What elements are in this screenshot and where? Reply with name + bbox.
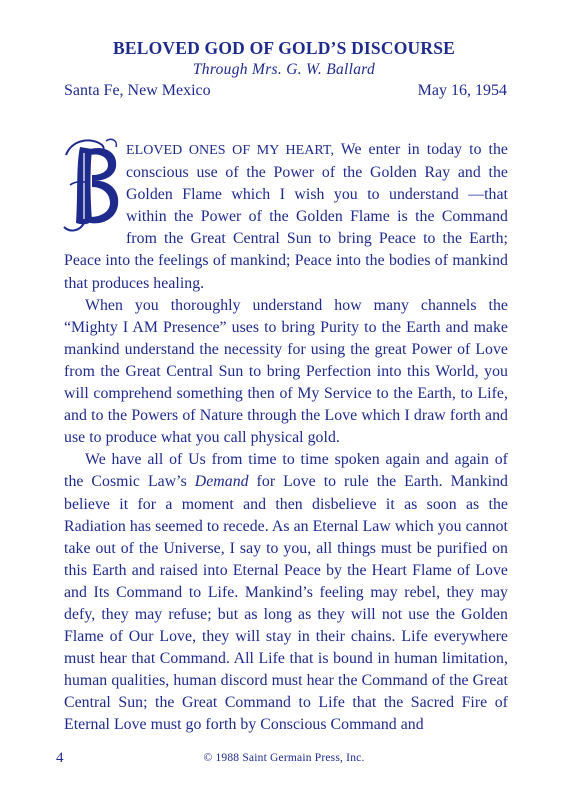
- page-title: BELOVED GOD OF GOLD’S DISCOURSE: [113, 38, 455, 58]
- paragraph-3-text-b: for Love to rule the Earth. Mankind believe it for a moment and then disbelieve it as soon as the Radiation has seemed to recede. As an Eternal Law which you cannot take out of the Universe, I say to you, all things must be purified on this Earth and raised into Eternal Peace by the Heart Flame of Love and Its Command to Life. Mankind’s feeling may rebel, they may defy, they may refuse; but as long as they will not use the Golden Flame of Our Love, they will stay in their chains. Life everywhere must hear that Command. All Life that is bound in human limitation, human qualities, human discord must hear the Command of the Great Central Sun; the Great Command to Life that the Sacred Fire of Eternal Love must go forth by Conscious Command and: [64, 473, 508, 734]
- paragraph-2: When you thoroughly understand how many channels the “Mighty I AM Presence” uses to bring Purity to the Earth and make mankind understand the necessity for using the great Power of Love from the Great Central Sun to bring Perfection into this World, you will comprehend something then of My Service to the Earth, to Life, and to the Powers of Nature through the Love which I draw forth and use to produce what you call physical gold.: [64, 296, 508, 447]
- place-text: Santa Fe, New Mexico: [64, 82, 211, 99]
- emphasis-demand: Demand: [194, 473, 249, 491]
- paragraph-3-text-a: We have all of Us from time to time spoken again and again of the Cosmic Law’s: [64, 451, 508, 491]
- page-number: 4: [56, 750, 64, 766]
- paragraph-3: [64, 449, 508, 736]
- ornate-dropcap-b-icon: [62, 135, 120, 233]
- paragraph-1-text: We enter in today to the conscious use of the Power of the Golden Ray and the Golden Flame which I wish you to understand —that within the Power of the Golden Flame is the Command from the Great Central Sun to bring Peace to the Earth; Peace into the feelings of mankind; Peace into the bodies of mankind that produces healing.: [64, 141, 508, 292]
- place-date-line: [64, 82, 507, 100]
- paragraph-1: [64, 139, 508, 295]
- date-text: May 16, 1954: [417, 82, 507, 99]
- page-subtitle: Through Mrs. G. W. Ballard: [192, 61, 376, 78]
- opening-salutation: ELOVED ONES OF MY HEART,: [126, 143, 335, 158]
- discourse-body: [64, 139, 508, 737]
- copyright-notice: © 1988 Saint Germain Press, Inc.: [203, 752, 365, 764]
